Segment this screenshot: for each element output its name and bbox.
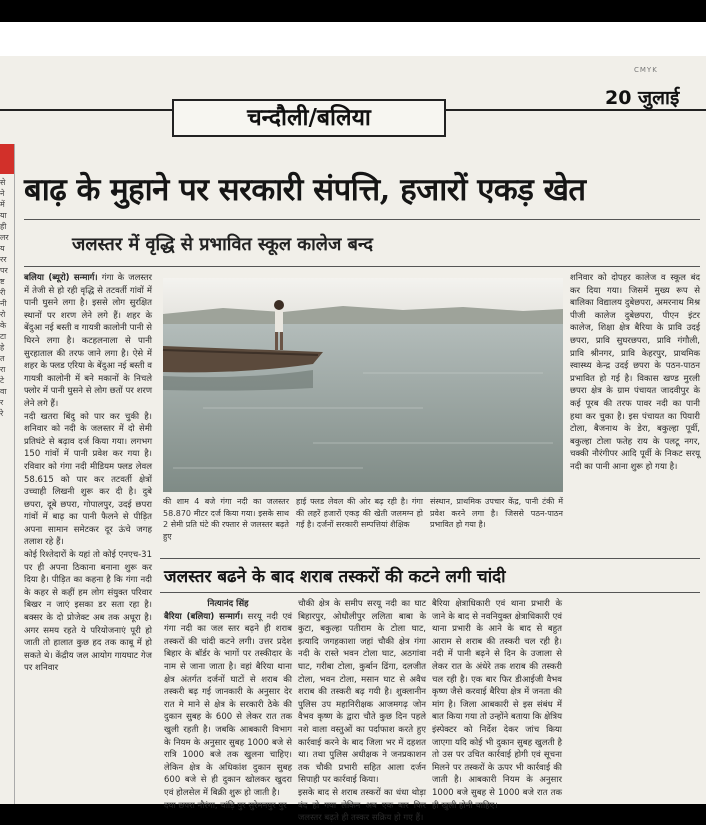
left-edge-column	[0, 144, 15, 804]
issue-date: 20 जुलाई	[605, 87, 680, 109]
left-edge-fragment: या	[0, 211, 7, 220]
article2-headline: जलस्तर बढने के बाद शराब तस्करों की कटने लगी चांदी	[164, 567, 506, 587]
left-edge-fragment: टे	[0, 376, 5, 385]
left-edge-fragment: लर	[0, 233, 9, 242]
top-strip	[0, 22, 706, 56]
left-edge-fragment: से	[0, 178, 6, 187]
flood-photo-image	[163, 278, 563, 492]
left-edge-fragment: री	[0, 288, 6, 297]
article2-column-3: बैरिया क्षेत्राधिकारी एवं थाना प्रभारी के जाने के बाद से नवनियुक्त क्षेत्राधिकारी एवं थाना प्रभारी के आने के बाद से बहुत आराम से शराब की तस्करी चल रही है। नदी में पानी बढ़ने से दिन के उजाला से लेकर रात के अंधेरे तक शराब की तस्करी चल रही है। एक बार फिर डीआईजी वैभव कृष्ण जैसे करवाई बैरिया क्षेत्र में जनता की मांग है। जिला आबकारी से इस संबंध में बात किया गया तो उन्होंने बताया कि क्षेत्रिय इंस्पेक्टर को निर्देश देकर जांच किया जाएगा यदि कोई भी दुकान सुबह खुलती है तो उस पर उचित कार्रवाई होगी एवं सूचना मिलने पर तस्करों के ऊपर भी कार्रवाई की जाती है। आबकारी नियम के अनुसार 1000 बजे सुबह से 1000 बजे रात तक ही खुली होनी चाहिए।	[432, 599, 562, 811]
article1-column-1	[24, 272, 152, 804]
photo-caption-col-3: संस्थान, प्राथमिक उपचार केंद्र, पानी टंकी में प्रवेश करने लगा है। जिससे पठन-पाठन प्रभावित हो गया है।	[430, 497, 563, 529]
cmyk-mark: CMYK	[634, 66, 658, 74]
top-bar	[0, 0, 706, 22]
section-title: चन्दौली/बलिया	[172, 99, 446, 137]
left-edge-fragment: पर	[0, 266, 8, 275]
left-edge-fragment: र	[0, 398, 4, 407]
left-edge-red-block	[0, 144, 14, 174]
left-edge-fragment: य	[0, 244, 5, 253]
left-edge-fragment: हे	[0, 343, 5, 352]
article2-column-2: चौकी क्षेत्र के समीप सरयू नदी का घाट बिहारपुर, ओधौलीपुर ललिता बाबा के कुटा, बकुल्हा पतीराम के टोला घाट, इत्यादि जगहकाशा जहां चौकी क्षेत्र गंगा नदी के रास्ते भवन टोला घाट, अठगांवा घाट, गरीबा टोला, कुर्बान ढिंगा, दलजीत टोला, भवन टोला, मसान घाट से अवैध शराब की तस्करी बढ़ गयी है। शुक्लानीन पुलिस उप महानिरीक्षक आजमगढ़ जोन वैभव कृष्ण के द्वारा चौते कुछ दिन पहले नशे वाला वस्तुओं का पर्दाफाश करते हुए कार्रवाई करने के बाद जिला भर में दहशत था। तथा पुलिस अधीक्षक ने जनप्रकाशन तक चौकी प्रभारी सहित आला दर्जन सिपाही पर कार्रवाई किया। इसके बाद से शराब तस्करों का धंधा थोड़ा बंद हो गया लेकिन अब एक बार फिर जलस्तर बढ़ते ही तस्कर सक्रिय हो गए हैं।	[298, 599, 426, 824]
left-edge-fragment: रा	[0, 365, 6, 374]
left-edge-fragment: ष्ट	[0, 277, 5, 286]
photo-caption-col-2: हाई फ्लड लेवल की ओर बढ़ रही है। गंगा की लहरें हजारों एकड़ की खेती जलमग्न हो गई है। दर्जनों सरकारी सम्पत्तियां शैक्षिक	[296, 497, 423, 529]
left-edge-fragment: टा	[0, 332, 7, 341]
sub-headline: जलस्तर में वृद्धि से प्रभावित स्कूल कालेज बन्द	[72, 234, 373, 255]
left-edge-fragment: वा	[0, 387, 7, 396]
subhead-rule	[24, 266, 700, 267]
left-edge-fragment: रे	[0, 409, 4, 418]
article1-column-4: शनिवार को दोपहर कालेज व स्कूल बंद कर दिया गया। जिसमें मुख्य रूप से बालिका विद्यालय दुबेछपरा, अमरनाथ मिश्र पीजी कालेज दुबेछपरा, पीएन इंटर कालेज, शिक्षा क्षेत्र बैरिया के प्रावि उदई छपरा, प्रावि सुघरछपरा, प्रावि गंगौली, प्रावि श्रीनगर, प्रावि केहरपुर, प्राथमिक स्वास्थ्य केन्द्र उदई छपरा के पठन-पाठन प्रभावित हो गई है। विकास खण्ड मुरली छपरा क्षेत्र के ग्राम पंचायत जादवीपुर के कई पूरब की तरफ पावर नदी का पानी हथा कर चुका है। इस पंचायत का पियारी टोला, बैजनाथ के डेरा, बकुल्हा पूर्वी, बकुल्हा टोला फतेह राय के पलटू नगर, चक्की नौरंगीपर आदि पूर्वी के निकट सरयू नदी का पानी आना शुरू हो गया है।	[570, 273, 700, 472]
article2-headline-rule	[160, 592, 700, 593]
left-edge-fragment: में	[0, 200, 5, 209]
flood-photo	[163, 278, 563, 492]
left-edge-fragment: नी	[0, 299, 7, 308]
left-edge-fragment: ही	[0, 222, 7, 231]
article2-byline: नित्यानंद सिंह	[207, 599, 249, 609]
article2-col1-text: सरयू नदी एवं गंगा नदी का जल स्तर बढ़ने ही शराब तस्करों की चांदी कटने लगी। उत्तर प्रदेश बिहार के बॉर्डर के भागों पर तस्कीदार के नाम से जाना जाता है। वहां बैरिया थाना क्षेत्र अंतर्गत दर्जनों घाटों से शराब की तस्करी बढ़ गई जानकारी के अनुसार देर रात मे माने से क्षेत्र के सरकारी ठेके की दुकान सुबह के 600 से लेकर रात तक खुली रहती है। जबकि आबकारी विभाग के नियम के अनुसार सुबह 1000 बजे से रात्रि 1000 बजे तक खुलना चाहिए। लेकिन क्षेत्र के अधिकांश दुकान सुबह 600 बजे से ही दुकान खोलकर खुदरा एवं होलसेल में बिक्री शुरू हो जाती है। दया छपरा नौरंगा, चांड़ि पुर सुरेमनपुर पुर	[164, 611, 293, 811]
article1-col1-text: गंगा के जलस्तर में तेजी से हो रही वृद्धि से तटवर्ती गांवों में पानी घुसने लगा है। इससे लोग सुरक्षित स्थानों पर शरण लेने लगे हैं। शहर के बेंदुआ नई बस्ती व गायत्री कालोनी पानी से घिरने लगा है। कटहलनाला से पानी सुरहाताल की तरफ जाने लगा है। ऐसे में शहर के फ्लड एरिया के बेंदुआ नई बस्ती व गायत्री कालोनी में बने मकानों के निचले फ्लोर में पानी घुसने से लोग छतों पर शरण लेने लगे हैं। नदी खतरा बिंदु को पार कर चुकी है। शनिवार को नदी के जलस्तर में दो सेमी प्रतिघंटे से बढ़ाव दर्ज किया गया। लगभग 150 गांवों में पानी प्रवेश कर गया है। रविवार को गंगा नदी मीडियम फ्लड लेवल 58.615 को पार कर तटवर्ती क्षेत्रों उच्चाही लिखनी शुरू कर दी है। दुबे छपरा, दूबे छपरा, गोपालपुर, उदई छपरा गांवों में बाढ़ का पानी फैलने से पीड़ित अपना सामान समेटकर दूर ऊंचे जगह तलाश रहे हैं। कोई रिश्तेदारों के यहां तो कोई एनएच-31 पर ही अपना ठिकाना बनाना शुरू कर दिया है। पीड़ित का कहना है कि गंगा नदी के कहर से कहीं हम लोग संयुक्त परिवार बिखर न जाएं इसका डर सता रहा है। बक्सर के दो प्रोजेक्ट अब तक अधूरा है। अगर समय रहते ये परियोजनाएं पूरी हो जाती तो हालात कुछ हद तक काबू में हो सकते थे। केंद्रीय जल आयोग गायघाट गेज पर शनिवार	[24, 273, 153, 674]
main-headline: बाढ़ के मुहाने पर सरकारी संपत्ति, हजारों एकड़ खेत	[24, 172, 586, 208]
article1-dateline: बलिया (ब्यूरो) सन्मार्ग।	[24, 273, 98, 283]
photo-caption-col-1: की शाम 4 बजे गंगा नदी का जलस्तर 58.870 मीटर दर्ज किया गया। इसके साथ 2 सेमी प्रति घंटे की रफ्तार से जलस्तर बढ़ते हुए	[163, 497, 289, 541]
left-edge-fragment: रो	[0, 310, 6, 319]
article2-dateline: बैरिया (बलिया) सन्मार्ग।	[164, 611, 243, 622]
left-edge-fragment: त	[0, 354, 5, 363]
left-edge-fragment: ने	[0, 189, 5, 198]
left-edge-fragment: के	[0, 321, 7, 330]
headline-rule	[24, 219, 700, 220]
left-edge-fragment: रर	[0, 255, 7, 264]
article2-column-1	[164, 598, 293, 811]
article2-top-rule	[160, 558, 700, 559]
